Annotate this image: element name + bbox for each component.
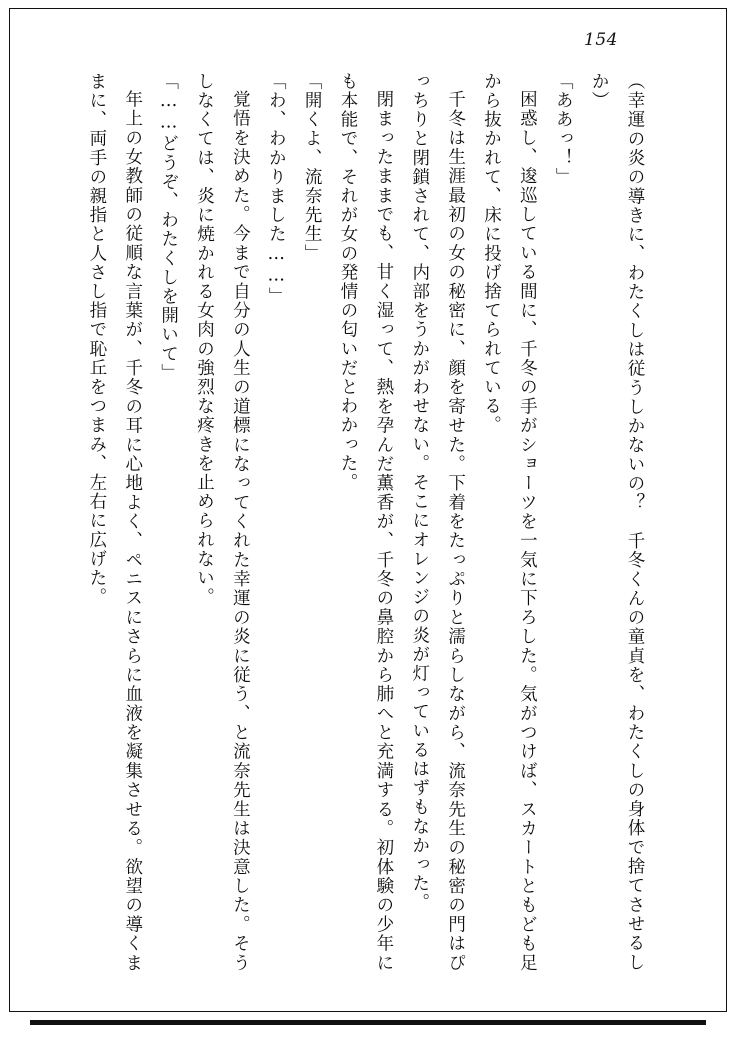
paragraph: 千冬は生涯最初の女の秘密に、顔を寄せた。下着をたっぷりと濡らしながら、流奈先生の秘密の門はぴっちりと閉鎖されて、内部をうかがわせない。そこにオレンジの炎が灯っているはずもなかった。	[409, 72, 466, 972]
paragraph: （幸運の炎の導きに、わたくしは従うしかないの？ 千冬くんの童貞を、わたくしの身体で捨てさせるしか）	[589, 72, 645, 972]
paragraph: 「わ、わかりました……」	[266, 72, 287, 307]
bottom-rule	[30, 1020, 706, 1025]
page-number: 154	[584, 30, 618, 50]
paragraph: 覚悟を決めた。今まで自分の人生の道標になってくれた幸運の炎に従う、と流奈先生は決意した。そうしなくては、炎に焼かれる女肉の強烈な疼きを止められない。	[194, 72, 251, 972]
page-body-text	[78, 72, 652, 972]
paragraph: 「……どうぞ、わたくしを開いて」	[158, 72, 179, 383]
paragraph: 「ああっ！」	[553, 72, 574, 187]
paragraph: 年上の女教師の従順な言葉が、千冬の耳に心地よく、ペニスにさらに血液を凝集させる。欲望の導くままに、両手の親指と人さし指で恥丘をつまみ、左右に広げた。	[86, 72, 143, 972]
paragraph: 「開くよ、流奈先生」	[302, 72, 323, 263]
paragraph: 困惑し、逡巡している間に、千冬の手がショーツを一気に下ろした。気がつけば、スカートともども足から抜かれて、床に投げ捨てられている。	[481, 72, 538, 972]
paragraph: 閉まったままでも、甘く湿って、熱を孕んだ薫香が、千冬の鼻腔から肺へと充満する。初体験の少年にも本能で、それが女の発情の匂いだとわかった。	[338, 72, 394, 972]
